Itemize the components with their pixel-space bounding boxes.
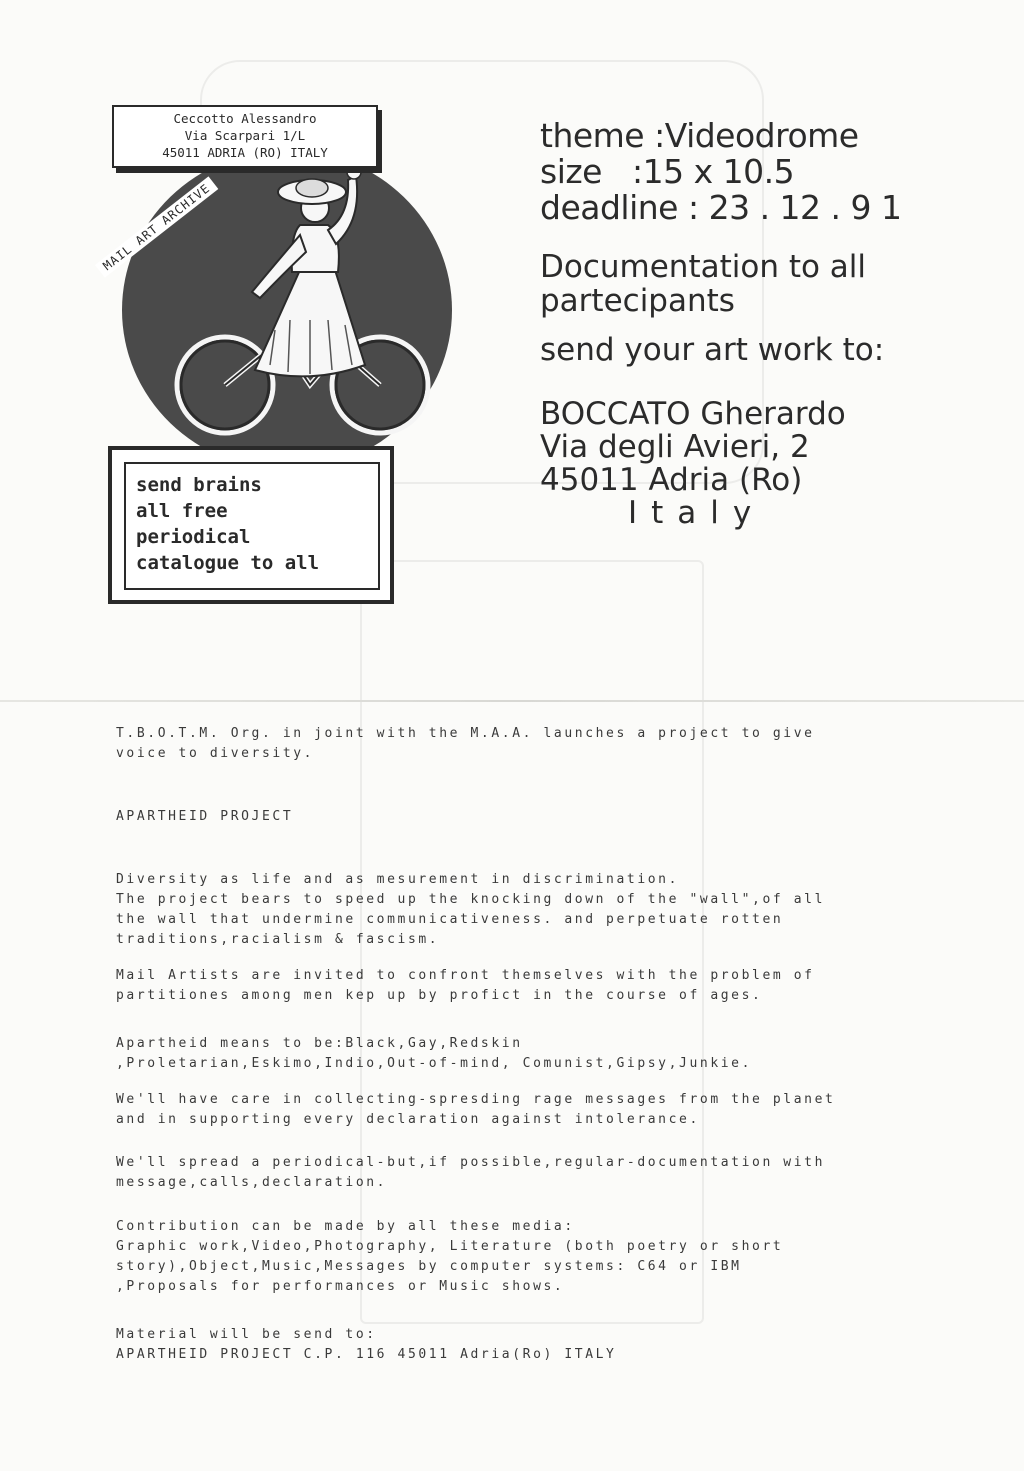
paragraph-diversity bbox=[116, 870, 825, 950]
text-line: and in supporting every declaration against intolerance. bbox=[116, 1112, 700, 1127]
text-line: voice to diversity. bbox=[116, 746, 315, 761]
theme-label: theme : bbox=[540, 116, 665, 155]
text-line: Contribution can be made by all these media: bbox=[116, 1219, 575, 1234]
theme-row bbox=[540, 118, 902, 154]
text-line: ,Proposals for performances or Music shows. bbox=[116, 1279, 565, 1294]
text-line: partitiones among men kep up by profict in the course of ages. bbox=[116, 988, 763, 1003]
paragraph-periodical bbox=[116, 1153, 825, 1193]
text-line: We'll spread a periodical-but,if possible,regular-documentation with bbox=[116, 1155, 826, 1170]
feature-item: catalogue to all bbox=[136, 552, 320, 574]
paragraph-apartheid-means bbox=[116, 1034, 752, 1074]
documentation-line: Documentation to all bbox=[540, 249, 867, 285]
intro-paragraph bbox=[116, 724, 815, 764]
theme-value: Videodrome bbox=[664, 116, 859, 155]
text-line: APARTHEID PROJECT C.P. 116 45011 Adria(Ro) ITALY bbox=[116, 1347, 617, 1362]
feature-item: periodical bbox=[136, 526, 251, 548]
text-line: We'll have care in collecting-spresding rage messages from the planet bbox=[116, 1092, 836, 1107]
paragraph-contribution bbox=[116, 1217, 783, 1297]
recipient-address bbox=[540, 398, 846, 530]
text-line: story),Object,Music,Messages by computer systems: C64 or IBM bbox=[116, 1259, 742, 1274]
text-line: Diversity as life and as mesurement in discrimination. bbox=[116, 872, 680, 887]
text-line: Mail Artists are invited to confront themselves with the problem of bbox=[116, 968, 815, 983]
call-conditions bbox=[540, 118, 902, 226]
paper-fold bbox=[0, 700, 1024, 702]
recipient-line: 45011 Adria (Ro) bbox=[540, 462, 803, 498]
paragraph-collecting bbox=[116, 1090, 835, 1130]
text-line: message,calls,declaration. bbox=[116, 1175, 388, 1190]
size-label: size bbox=[540, 152, 602, 191]
text-line: traditions,racialism & fascism. bbox=[116, 932, 440, 947]
deadline-row bbox=[540, 190, 902, 226]
documentation-note bbox=[540, 250, 866, 318]
recipient-line: BOCCATO Gherardo bbox=[540, 396, 846, 432]
size-value: :15 x 10.5 bbox=[631, 152, 795, 191]
feature-item: all free bbox=[136, 500, 228, 522]
paragraph-mail-artists bbox=[116, 966, 815, 1006]
text-line: The project bears to speed up the knocking down of the "wall",of all bbox=[116, 892, 826, 907]
text-line: T.B.O.T.M. Org. in joint with the M.A.A. launches a project to give bbox=[116, 726, 815, 741]
sender-address-line: Ceccotto Alessandro bbox=[173, 111, 317, 126]
features-box bbox=[108, 446, 394, 604]
send-instruction: send your art work to: bbox=[540, 332, 885, 368]
deadline-value: 23 . 12 . 9 1 bbox=[708, 188, 902, 227]
text-line: Material will be send to: bbox=[116, 1327, 377, 1342]
sender-address-line: 45011 ADRIA (RO) ITALY bbox=[162, 145, 328, 160]
text-line: the wall that undermine communicativeness. and perpetuate rotten bbox=[116, 912, 784, 927]
woman-on-bicycle-illustration bbox=[160, 160, 440, 460]
text-line: Graphic work,Video,Photography, Literature (both poetry or short bbox=[116, 1239, 784, 1254]
size-row bbox=[540, 154, 902, 190]
documentation-line: partecipants bbox=[540, 283, 735, 319]
recipient-line: Via degli Avieri, 2 bbox=[540, 429, 810, 465]
text-line: ,Proletarian,Eskimo,Indio,Out-of-mind, Comunist,Gipsy,Junkie. bbox=[116, 1056, 753, 1071]
recipient-country: Italy bbox=[628, 495, 766, 531]
deadline-label: deadline : bbox=[540, 188, 699, 227]
mail-art-archive-stamp bbox=[100, 90, 460, 450]
feature-item: send brains bbox=[136, 474, 262, 496]
project-title: APARTHEID PROJECT bbox=[116, 809, 294, 824]
mail-art-archive-label: MAIL ART ARCHIVE bbox=[95, 177, 218, 278]
sender-address-label bbox=[112, 105, 378, 168]
paragraph-material-address bbox=[116, 1325, 616, 1365]
text-line: Apartheid means to be:Black,Gay,Redskin bbox=[116, 1036, 523, 1051]
sender-address-line: Via Scarpari 1/L bbox=[184, 128, 306, 143]
